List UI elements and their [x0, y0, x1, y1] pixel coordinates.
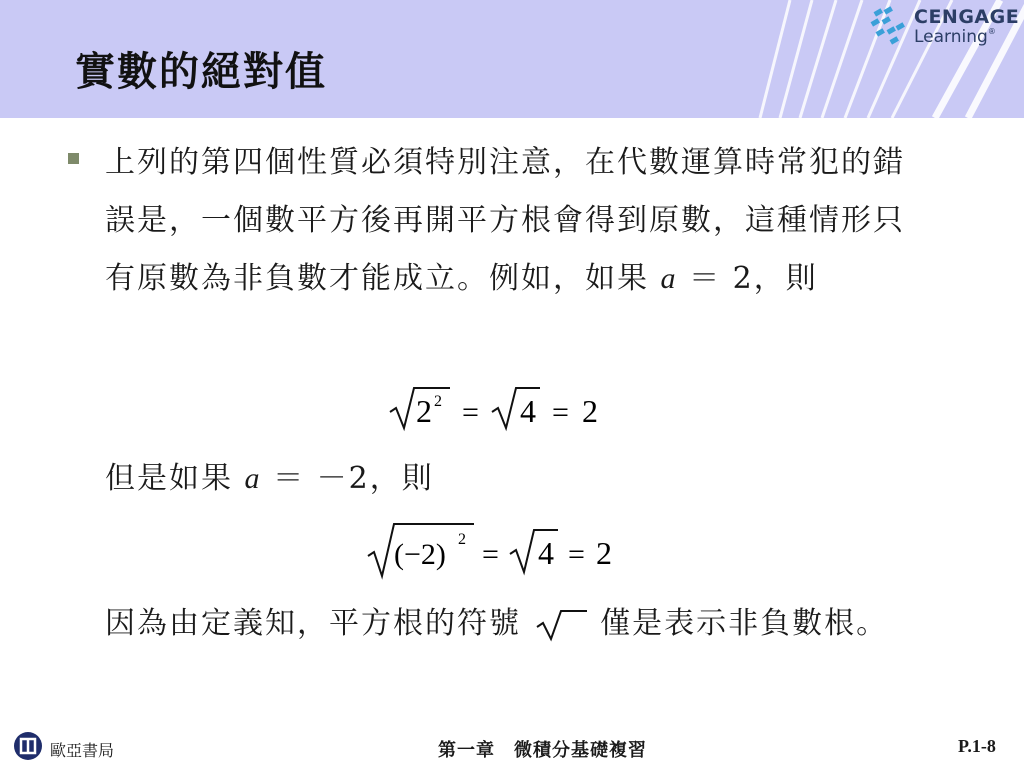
sqrt-symbol-icon — [533, 607, 589, 643]
eq2-radicand: (−2) — [394, 538, 446, 571]
eq1-exponent: 2 — [434, 393, 442, 410]
variable-a: a — [660, 262, 678, 295]
eq1-equals-1: = — [462, 396, 479, 429]
logo-text-learning: Learning® — [914, 27, 996, 47]
bullet-marker — [68, 153, 79, 164]
eq1-result: 2 — [582, 393, 598, 429]
variable-a-2: a — [244, 462, 262, 495]
equation-1 — [388, 384, 618, 438]
footer-chapter: 第一章 微積分基礎複習 — [438, 740, 647, 761]
eq1-equals-2: = — [552, 396, 569, 429]
publisher-name: 歐亞書局 — [50, 741, 115, 760]
eq2-exponent: 2 — [458, 531, 466, 548]
eq2-equals-2: = — [568, 538, 585, 571]
page-title: 實數的絕對值 — [75, 48, 327, 95]
eq2-result: 2 — [596, 535, 612, 571]
publisher-logo-icon — [12, 730, 44, 762]
eq1-mid-radicand: 4 — [520, 393, 536, 429]
paragraph-1: 上列的第四個性質必須特別注意，在代數運算時常犯的錯誤是，一個數平方後再開平方根會得到原數，這種情形只有原數為非負數才能成立。例如，如果 a ＝ 2，則 — [105, 145, 905, 296]
eq2-mid-radicand: 4 — [538, 535, 554, 571]
cengage-logo-icon — [868, 6, 910, 48]
logo-text-cengage: CENGAGE — [914, 6, 1020, 28]
eq1-radicand: 2 — [416, 393, 432, 429]
page-number: P.1-8 — [958, 736, 996, 756]
equation-2 — [366, 520, 626, 586]
paragraph-3: 因為由定義知，平方根的符號 僅是表示非負數根。 — [105, 606, 889, 641]
cengage-logo — [868, 4, 1018, 54]
slide-header — [0, 0, 1024, 118]
paragraph-2: 但是如果 a ＝ －2，則 — [105, 461, 434, 496]
eq2-equals-1: = — [482, 538, 499, 571]
